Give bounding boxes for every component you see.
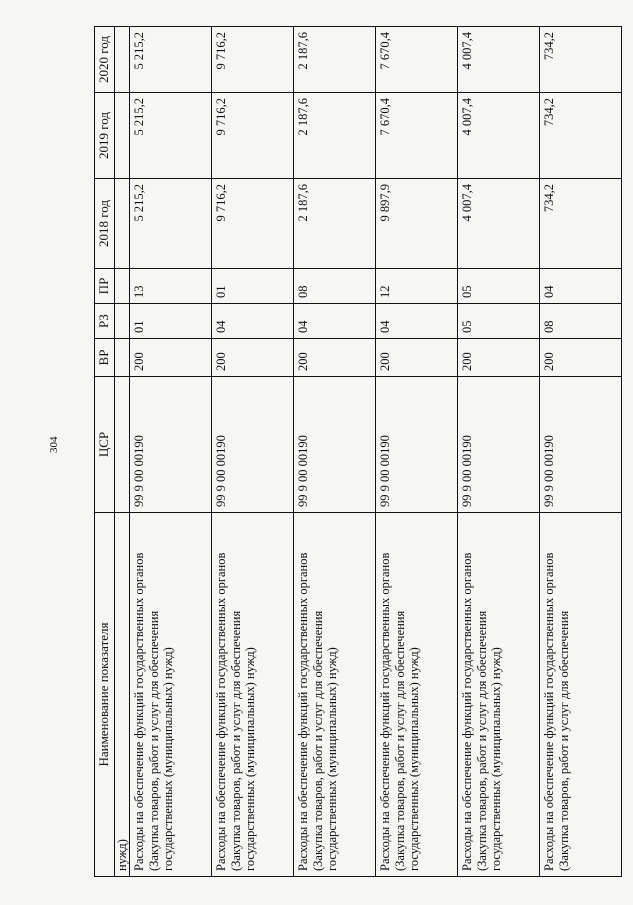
row-2020: 2 187,6 <box>294 27 376 93</box>
row-vr: 200 <box>212 339 294 377</box>
header-2020: 2020 год <box>95 27 115 93</box>
row-name: Расходы на обеспечение функций государственных органов (Закупка товаров, работ и услуг для обеспечения государственных (муниципальных) нужд) <box>458 513 540 877</box>
table-header-row <box>95 27 115 877</box>
row-2018: 2 187,6 <box>294 179 376 269</box>
row-2019: 4 007,4 <box>458 93 540 179</box>
table-row <box>376 27 458 877</box>
row-name: Расходы на обеспечение функций государственных органов (Закупка товаров, работ и услуг для обеспечения <box>540 513 622 877</box>
row-vr: 200 <box>458 339 540 377</box>
budget-table <box>94 26 622 877</box>
table-row <box>130 27 212 877</box>
table-row <box>294 27 376 877</box>
row-name: Расходы на обеспечение функций государственных органов (Закупка товаров, работ и услуг для обеспечения государственных (муниципальных) нужд) <box>376 513 458 877</box>
row-csr: 99 9 00 00190 <box>212 377 294 513</box>
header-2019: 2019 год <box>95 93 115 179</box>
row-vr: 200 <box>376 339 458 377</box>
row-rz: 05 <box>458 304 540 339</box>
row-pr: 04 <box>540 269 622 304</box>
header-pr: ПР <box>95 269 115 304</box>
row-name: Расходы на обеспечение функций государственных органов (Закупка товаров, работ и услуг для обеспечения государственных (муниципальных) нужд) <box>294 513 376 877</box>
header-rz: РЗ <box>95 304 115 339</box>
row-vr: 200 <box>294 339 376 377</box>
row-2018: 5 215,2 <box>130 179 212 269</box>
row-vr: 200 <box>540 339 622 377</box>
row-pr: 01 <box>212 269 294 304</box>
row-rz: 04 <box>294 304 376 339</box>
row-pr: 12 <box>376 269 458 304</box>
row-2020: 734,2 <box>540 27 622 93</box>
continuation-text: нужд) <box>115 513 130 877</box>
row-rz: 01 <box>130 304 212 339</box>
table-row <box>540 27 622 877</box>
row-pr: 13 <box>130 269 212 304</box>
row-name: Расходы на обеспечение функций государственных органов (Закупка товаров, работ и услуг для обеспечения государственных (муниципальных) нужд) <box>130 513 212 877</box>
row-2020: 9 716,2 <box>212 27 294 93</box>
budget-table-container <box>94 32 621 877</box>
row-2019: 5 215,2 <box>130 93 212 179</box>
table-row <box>458 27 540 877</box>
row-2018: 9 897,9 <box>376 179 458 269</box>
row-rz: 08 <box>540 304 622 339</box>
row-csr: 99 9 00 00190 <box>294 377 376 513</box>
row-2020: 4 007,4 <box>458 27 540 93</box>
row-rz: 04 <box>212 304 294 339</box>
row-2019: 9 716,2 <box>212 93 294 179</box>
row-pr: 08 <box>294 269 376 304</box>
row-csr: 99 9 00 00190 <box>458 377 540 513</box>
continuation-row <box>115 27 130 877</box>
table-row <box>212 27 294 877</box>
row-2018: 734,2 <box>540 179 622 269</box>
row-pr: 05 <box>458 269 540 304</box>
header-csr: ЦСР <box>95 377 115 513</box>
row-csr: 99 9 00 00190 <box>540 377 622 513</box>
row-rz: 04 <box>376 304 458 339</box>
row-name: Расходы на обеспечение функций государственных органов (Закупка товаров, работ и услуг для обеспечения государственных (муниципальных) нужд) <box>212 513 294 877</box>
header-vr: ВР <box>95 339 115 377</box>
row-csr: 99 9 00 00190 <box>130 377 212 513</box>
page-number: 304 <box>48 436 60 453</box>
row-2020: 5 215,2 <box>130 27 212 93</box>
row-2019: 2 187,6 <box>294 93 376 179</box>
row-2020: 7 670,4 <box>376 27 458 93</box>
row-vr: 200 <box>130 339 212 377</box>
row-2018: 9 716,2 <box>212 179 294 269</box>
row-2019: 7 670,4 <box>376 93 458 179</box>
row-2018: 4 007,4 <box>458 179 540 269</box>
row-csr: 99 9 00 00190 <box>376 377 458 513</box>
row-2019: 734,2 <box>540 93 622 179</box>
header-2018: 2018 год <box>95 179 115 269</box>
header-name: Наименование показателя <box>95 513 115 877</box>
